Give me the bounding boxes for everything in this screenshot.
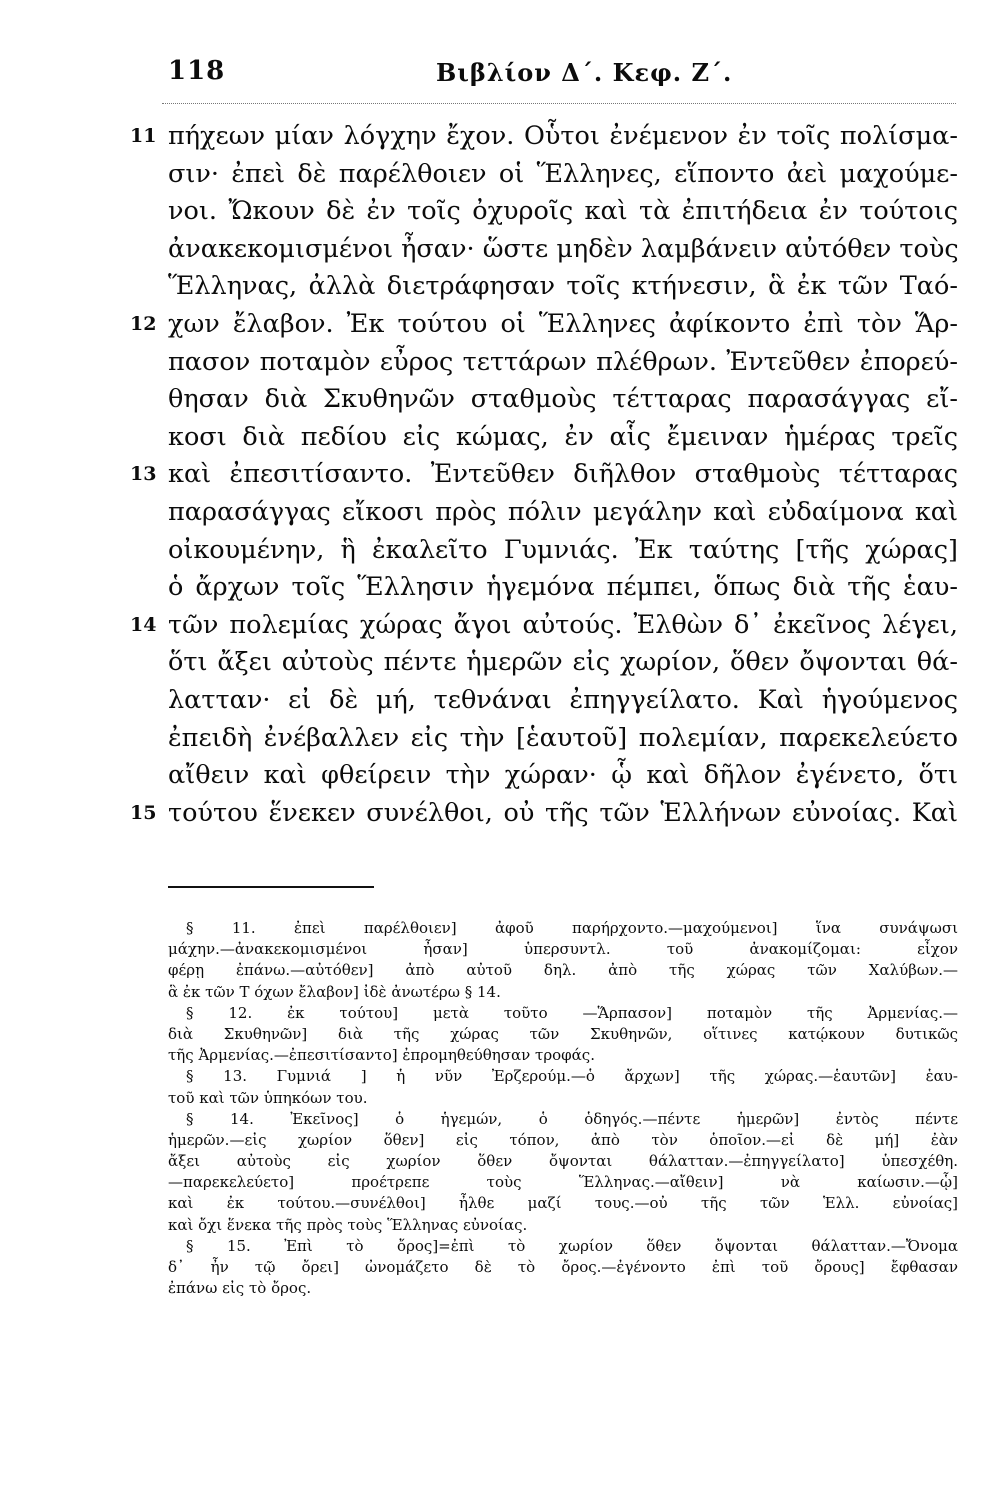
footnote-line [0, 1236, 1007, 1257]
page-number: 118 [168, 56, 226, 86]
text-line [0, 306, 1007, 344]
footnote-line [0, 918, 1007, 939]
footnote-text: § 12. ἐκ τούτου] μετὰ τοῦτο —Ἅρπασον] ποταμὸν τῆς Ἀρμενίας.— [186, 1003, 958, 1022]
line-text: Ἕλληνας, ἀλλὰ διετράφησαν τοῖς κτήνεσιν, ἃ ἐκ τῶν Ταό- [168, 271, 958, 302]
footnote-line [0, 1130, 1007, 1151]
text-line [0, 682, 1007, 720]
text-line [0, 268, 1007, 306]
footnote-line [0, 1066, 1007, 1087]
line-text: τῶν πολεμίας χώρας ἄγοι αὐτούς. Ἐλθὼν δ᾽ ἐκεῖνος λέγει, [168, 609, 958, 640]
text-line [0, 720, 1007, 758]
line-text: αἴθειν καὶ φθείρειν τὴν χώραν· ᾧ καὶ δῆλον ἐγένετο, ὅτι [168, 760, 958, 791]
footnote-text: § 13. Γυμνιά ] ἡ νῦν Ἐρζερούμ.—ὁ ἄρχων] τῆς χώρας.—ἑαυτῶν] ἑαυ- [186, 1067, 958, 1086]
text-line [0, 644, 1007, 682]
footnote-line [0, 960, 1007, 981]
line-text: χων ἔλαβον. Ἐκ τούτου οἱ Ἕλληνες ἀφίκοντο ἐπὶ τὸν Ἅρ- [168, 308, 958, 339]
section-number: 11 [130, 125, 157, 147]
footnote-text: § 14. Ἐκεῖνος] ὁ ἡγεμών, ὁ ὁδηγός.—πέντε ἡμερῶν] ἐντὸς πέντε [186, 1109, 958, 1128]
line-text: σιν· ἐπεὶ δὲ παρέλθοιεν οἱ Ἕλληνες, εἵποντο ἀεὶ μαχούμε- [168, 158, 958, 189]
line-text: οἰκουμένην, ἣ ἐκαλεῖτο Γυμνιάς. Ἐκ ταύτης [τῆς χώρας] [168, 534, 958, 565]
section-number: 13 [130, 463, 157, 486]
footnote-line [0, 1109, 1007, 1130]
footnote-line [0, 1278, 1007, 1299]
footnote-line [0, 939, 1007, 960]
footnotes-block [0, 918, 1007, 1299]
footnote-line [0, 1172, 1007, 1193]
main-text-block [0, 118, 1007, 832]
line-text: ὅτι ἄξει αὐτοὺς πέντε ἡμερῶν εἰς χωρίον, ὅθεν ὄψονται θά- [168, 647, 958, 678]
running-head: Βιβλίον Δ΄. Κεφ. Ζ΄. [436, 58, 733, 87]
text-line [0, 193, 1007, 231]
footnote-line [0, 1257, 1007, 1278]
text-line [0, 607, 1007, 645]
line-text: καὶ ἐπεσιτίσαντο. Ἐντεῦθεν διῆλθον σταθμοὺς τέτταρας [168, 459, 958, 490]
footnote-text: μάχην.—ἀνακεκομισμένοι ἦσαν] ὑπερσυντλ. τοῦ ἀνακομίζομαι: εἶχον [168, 940, 958, 959]
header-rule [162, 103, 956, 104]
text-line [0, 419, 1007, 457]
line-text: λατταν· εἰ δὲ μή, τεθνάναι ἐπηγγείλατο. Καὶ ἡγούμενος [168, 684, 958, 715]
footnote-text: καὶ ἐκ τούτου.—συνέλθοι] ἦλθε μαζί τους.—οὐ τῆς τῶν Ἑλλ. εὐνοίας] [168, 1194, 958, 1213]
line-text: νοι. Ὤκουν δὲ ἐν τοῖς ὀχυροῖς καὶ τὰ ἐπιτήδεια ἐν τούτοις [168, 196, 958, 227]
footnote-separator [168, 886, 374, 888]
section-number: 15 [130, 801, 157, 824]
text-line [0, 569, 1007, 607]
section-number: 14 [130, 613, 157, 636]
footnote-text: ἄξει αὐτοὺς εἰς χωρίον ὅθεν ὄψονται θάλατταν.—ἐπηγγείλατο] ὑπεσχέθη. [168, 1152, 958, 1171]
footnote-text: § 11. ἐπεὶ παρέλθοιεν] ἀφοῦ παρήρχοντο.—μαχούμενοι] ἵνα συνάψωσι [186, 919, 958, 937]
footnote-line [0, 1215, 1007, 1236]
footnote-text: ἃ ἐκ τῶν Τ όχων ἔλαβον] ἰδὲ ἀνωτέρω § 14. [168, 982, 501, 1001]
footnote-line [0, 982, 1007, 1003]
footnote-text: τῆς Ἀρμενίας.—ἐπεσιτίσαντο] ἐπρομηθεύθησαν τροφάς. [168, 1046, 595, 1065]
text-line [0, 532, 1007, 570]
text-line [0, 757, 1007, 795]
footnote-text: φέρῃ ἐπάνω.—αὐτόθεν] ἀπὸ αὐτοῦ δηλ. ἀπὸ τῆς χώρας τῶν Χαλύβων.— [168, 961, 958, 980]
footnote-text: § 15. Ἐπὶ τὸ ὄρος]=ἐπὶ τὸ χωρίον ὅθεν ὄψονται θάλατταν.—Ὄνομα [186, 1236, 958, 1255]
text-line [0, 344, 1007, 382]
footnote-text: τοῦ καὶ τῶν ὑπηκόων του. [168, 1088, 368, 1107]
text-line [0, 456, 1007, 494]
line-text: ἐπειδὴ ἐνέβαλλεν εἰς τὴν [ἑαυτοῦ] πολεμίαν, παρεκελεύετο [168, 722, 958, 753]
section-number: 12 [130, 312, 157, 335]
footnote-line [0, 1088, 1007, 1109]
footnote-text: διὰ Σκυθηνῶν] διὰ τῆς χώρας τῶν Σκυθηνῶν, οἵτινες κατῴκουν δυτικῶς [168, 1024, 958, 1043]
text-line [0, 795, 1007, 833]
line-text: ἀνακεκομισμένοι ἦσαν· ὥστε μηδὲν λαμβάνειν αὐτόθεν τοὺς [168, 233, 959, 264]
footnote-line [0, 1003, 1007, 1024]
line-text: θησαν διὰ Σκυθηνῶν σταθμοὺς τέτταρας παρασάγγας εἴ- [168, 384, 958, 415]
text-line [0, 118, 1007, 156]
page-header [0, 56, 1007, 96]
line-text: κοσι διὰ πεδίου εἰς κώμας, ἐν αἷς ἔμειναν ἡμέρας τρεῖς [168, 421, 958, 452]
footnote-text: δ᾽ ἦν τῷ ὄρει] ὠνομάζετο δὲ τὸ ὄρος.—ἐγένοντο ἐπὶ τοῦ ὄρους] ἔφθασαν [168, 1258, 958, 1276]
footnote-text: καὶ ὄχι ἕνεκα τῆς πρὸς τοὺς Ἕλληνας εὐνοίας. [168, 1215, 528, 1234]
text-line [0, 156, 1007, 194]
line-text: τούτου ἕνεκεν συνέλθοι, οὐ τῆς τῶν Ἑλλήνων εὐνοίας. Καὶ [168, 797, 958, 828]
footnote-line [0, 1193, 1007, 1214]
text-line [0, 381, 1007, 419]
text-line [0, 231, 1007, 269]
footnote-line [0, 1024, 1007, 1045]
line-text: παρασάγγας εἴκοσι πρὸς πόλιν μεγάλην καὶ εὐδαίμονα καὶ [168, 496, 958, 527]
line-text: ὁ ἄρχων τοῖς Ἕλλησιν ἡγεμόνα πέμπει, ὅπως διὰ τῆς ἑαυ- [168, 572, 958, 603]
line-text: πήχεων μίαν λόγχην ἔχον. Οὗτοι ἐνέμενον ἐν τοῖς πολίσμα- [168, 121, 958, 151]
footnote-text: —παρεκελεύετο] προέτρεπε τοὺς Ἕλληνας.—αἴθειν] νὰ καίωσιν.—ᾧ] [168, 1173, 958, 1192]
footnote-line [0, 1045, 1007, 1066]
footnote-text: ἡμερῶν.—εἰς χωρίον ὅθεν] εἰς τόπον, ἀπὸ τὸν ὁποῖον.—εἰ δὲ μή] ἐὰν [168, 1130, 958, 1149]
footnote-text: ἐπάνω εἰς τὸ ὄρος. [168, 1279, 312, 1298]
line-text: πασον ποταμὸν εὖρος τεττάρων πλέθρων. Ἐντεῦθεν ἐπορεύ- [168, 346, 958, 377]
footnote-line [0, 1151, 1007, 1172]
text-line [0, 494, 1007, 532]
